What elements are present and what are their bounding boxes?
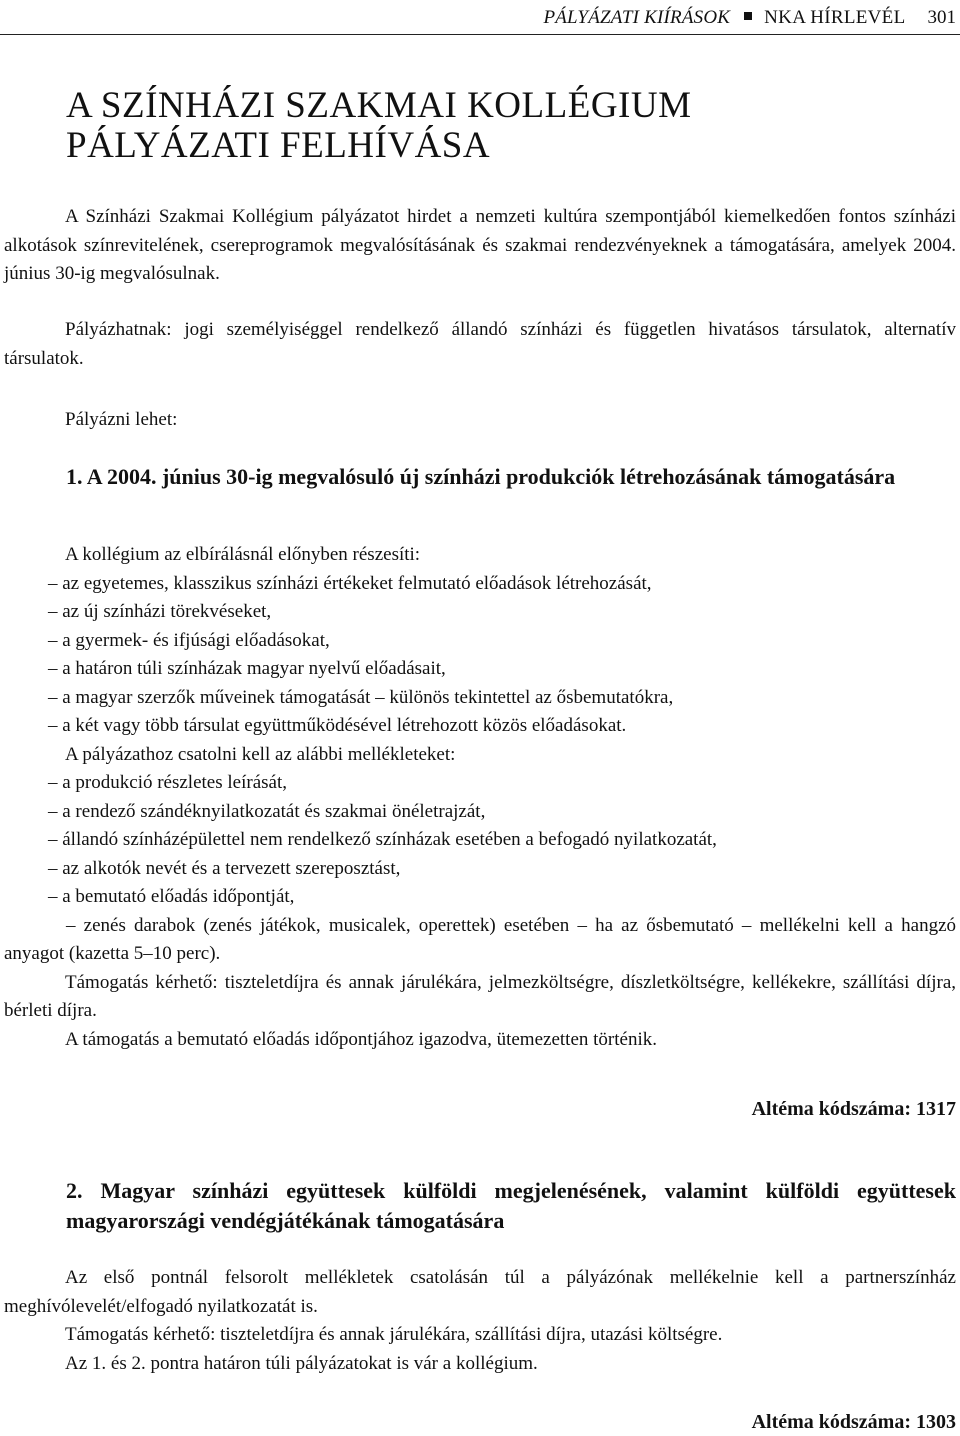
attachment-item: – az alkotók nevét és a tervezett szereposztást,	[4, 855, 956, 884]
intro-text: A Színházi Szakmai Kollégium pályázatot hirdet a nemzeti kultúra szempontjából kiemelkedően fontos színházi alkotások színrevitelének, csereprogramok megvalósításának és szakmai rendezvényeknek a támogatására, amelyek 2004. június 30-ig megvalósulnak.	[4, 206, 956, 284]
title-line-2: PÁLYÁZATI FELHÍVÁSA	[66, 125, 491, 166]
square-bullet-icon	[744, 12, 752, 20]
section-2-heading: 2. Magyar színházi együttesek külföldi megjelenésének, valamint külföldi együttesek magyarországi vendégjátékának támogatására	[66, 1178, 956, 1233]
apply-label-text: Pályázni lehet:	[65, 409, 178, 430]
section-1-schedule: A támogatás a bemutató előadás időpontjához igazodva, ütemezetten történik.	[65, 1028, 657, 1050]
intro-paragraph	[4, 203, 956, 289]
preference-item: – a gyermek- és ifjúsági előadásokat,	[4, 627, 956, 656]
title-line-1: A SZÍNHÁZI SZAKMAI KOLLÉGIUM	[66, 85, 692, 126]
section-1-support: Támogatás kérhető: tiszteletdíjra és annak járulékára, jelmezköltségre, díszletköltségre, kellékekre, szállítási díjra, bérleti díjra.	[4, 971, 956, 1021]
section-1-body	[4, 541, 956, 1054]
preference-item: – az új színházi törekvéseket,	[4, 598, 956, 627]
applicants-paragraph	[4, 316, 956, 373]
section-1-heading: 1. A 2004. június 30-ig megvalósuló új színházi produkciók létrehozásának támogatására	[66, 464, 896, 489]
apply-label-paragraph	[4, 406, 956, 435]
section-2-support: Támogatás kérhető: tiszteletdíjra és annak járulékára, szállítási díjra, utazási költségre.	[65, 1324, 723, 1345]
attachment-list	[4, 769, 956, 969]
attachment-item: – a bemutató előadás időpontját,	[4, 883, 956, 912]
preference-item: – a két vagy több társulat együttműködésével létrehozott közös előadásokat.	[4, 712, 956, 741]
preference-intro: A kollégium az elbírálásnál előnyben részesíti:	[65, 544, 421, 565]
header-section-name: PÁLYÁZATI KIÍRÁSOK	[543, 6, 731, 28]
page-number: 301	[927, 6, 956, 28]
header-publication: NKA HÍRLEVÉL	[764, 6, 906, 28]
attachments-intro: A pályázathoz csatolni kell az alábbi mellékleteket:	[65, 743, 456, 765]
subtopic-code-1303: Altéma kódszáma: 1303	[751, 1411, 956, 1433]
running-header	[0, 0, 960, 35]
preference-item: – a határon túli színházak magyar nyelvű előadásait,	[4, 655, 956, 684]
attachment-item: – a rendező szándéknyilatkozatát és szakmai önéletrajzát,	[4, 798, 956, 827]
subtopic-code-1317: Altéma kódszáma: 1317	[751, 1098, 956, 1120]
preference-list	[4, 570, 956, 741]
preference-item: – az egyetemes, klasszikus színházi értékeket felmutató előadások létrehozását,	[4, 570, 956, 599]
section-2-cross-border: Az 1. és 2. pontra határon túli pályázatokat is vár a kollégium.	[65, 1352, 538, 1374]
attachment-item: – állandó színházépülettel nem rendelkező színházak esetében a befogadó nyilatkozatát,	[4, 826, 956, 855]
section-2-body	[4, 1264, 956, 1378]
preference-item: – a magyar szerzők műveinek támogatását – különös tekintettel az ősbemutatókra,	[4, 684, 956, 713]
section-2-attachments-note: Az első pontnál felsorolt mellékletek csatolásán túl a pályázónak mellékelnie kell a partnerszínház meghívólevelét/elfogadó nyilatkozatát is.	[4, 1267, 956, 1317]
document-title	[66, 86, 691, 166]
applicants-text: Pályázhatnak: jogi személyiséggel rendelkező állandó színházi és független hivatásos társulatok, alternatív társulatok.	[4, 319, 956, 369]
attachment-item: – a produkció részletes leírását,	[4, 769, 956, 798]
attachment-item: – zenés darabok (zenés játékok, musicalek, operettek) esetében – ha az ősbemutató – mellékelni kell a hangzó anyagot (kazetta 5–10 perc).	[4, 912, 956, 969]
